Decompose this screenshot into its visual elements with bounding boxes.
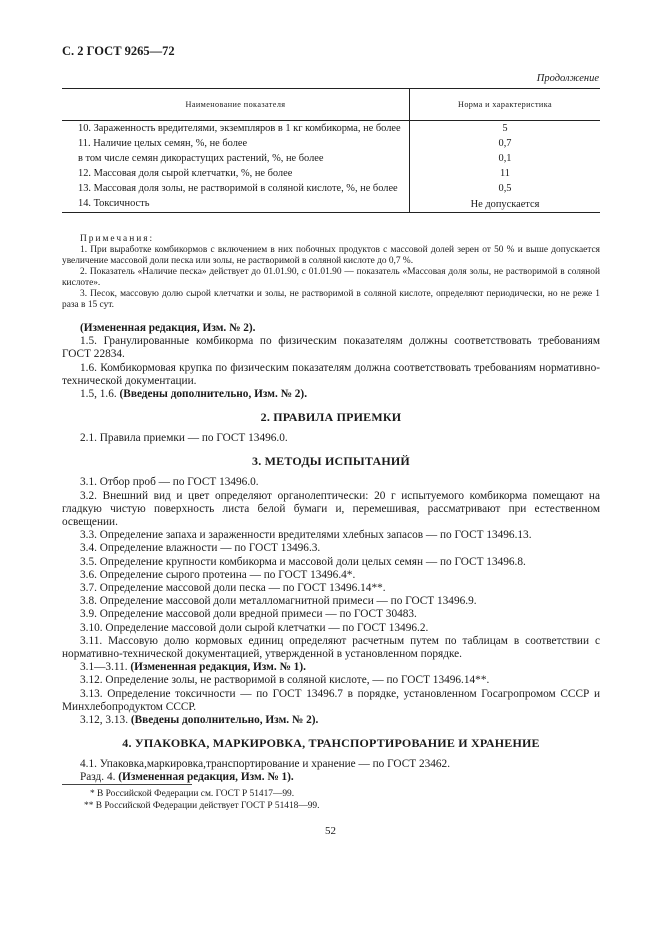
amendment-text: (Введены дополнительно, Изм. № 2). bbox=[119, 388, 308, 401]
paragraph-3-12: 3.12. Определение золы, не растворимой в соляной кислоте, — по ГОСТ 13496.14**. bbox=[80, 674, 490, 687]
row-value: 11 bbox=[499, 168, 510, 179]
section-4-title: 4. УПАКОВКА, МАРКИРОВКА, ТРАНСПОРТИРОВАНИЕ И ХРАНЕНИЕ bbox=[122, 736, 540, 751]
amendment-note bbox=[62, 661, 600, 674]
note-2: 2. Показатель «Наличие песка» действует до 01.01.90, с 01.01.90 — показатель «Массовая доля золы, не растворимой в соляной кислоте». bbox=[62, 267, 600, 288]
table-row bbox=[62, 136, 600, 151]
paragraph-3-2: 3.2. Внешний вид и цвет определяют органолептически: 20 г испытуемого комбикорма помещают на гладкую чистую поверхность листа белой бумаги и, перемешивая, рассматривают при естественном освещении. bbox=[62, 489, 600, 529]
requirements-table bbox=[62, 88, 600, 213]
table-row bbox=[62, 166, 600, 181]
row-value: 0,1 bbox=[498, 153, 512, 164]
paragraph-4-1: 4.1. Упаковка,маркировка,транспортирование и хранение — по ГОСТ 23462. bbox=[80, 758, 451, 771]
table-row bbox=[62, 196, 600, 213]
row-value: Не допускается bbox=[410, 196, 601, 213]
row-name: 10. Зараженность вредителями, экземпляров в 1 кг комбикорма, не более bbox=[62, 121, 410, 137]
row-value: 0,5 bbox=[498, 183, 512, 194]
footnote-divider bbox=[62, 784, 192, 785]
page-header: С. 2 ГОСТ 9265—72 bbox=[62, 44, 175, 58]
paragraph-3-11: 3.11. Массовую долю кормовых единиц определяют расчетным путем по таблицам в соответствии с нормативно-технической документацией, утвержденной в установленном порядке. bbox=[62, 634, 600, 661]
page-number: 52 bbox=[325, 825, 336, 837]
paragraph-3-9: 3.9. Определение массовой доли вредной примеси — по ГОСТ 30483. bbox=[80, 608, 417, 621]
amendment-text: (Введены дополнительно, Изм. № 2). bbox=[130, 714, 319, 727]
table-header-norm: Норма и характеристика bbox=[410, 89, 601, 121]
table-row bbox=[62, 121, 600, 137]
row-name: 11. Наличие целых семян, %, не более bbox=[62, 136, 410, 151]
row-name: 12. Массовая доля сырой клетчатки, %, не более bbox=[62, 166, 410, 181]
row-name: 13. Массовая доля золы, не растворимой в соляной кислоте, %, не более bbox=[62, 181, 410, 196]
paragraph-3-1: 3.1. Отбор проб — по ГОСТ 13496.0. bbox=[80, 476, 259, 489]
paragraph-3-6: 3.6. Определение сырого протеина — по ГОСТ 13496.4*. bbox=[80, 568, 356, 581]
row-name: 14. Токсичность bbox=[62, 196, 410, 213]
amendment-note bbox=[62, 771, 600, 784]
amendment-text: (Измененная редакция, Изм. № 1). bbox=[130, 661, 306, 674]
amendment-prefix: Разд. 4. bbox=[80, 771, 116, 784]
table-row bbox=[62, 151, 600, 166]
amendment-prefix: 3.1—3.11. bbox=[80, 661, 128, 674]
notes-block bbox=[62, 234, 600, 311]
note-1: 1. При выработке комбикормов с включением в них побочных продуктов с массовой долей зерен от 50 % и выше допускается увеличение массовой доли песка или золы, не растворимой в соляной кислоте до 0,7 %. bbox=[62, 245, 600, 266]
row-value: 0,7 bbox=[498, 138, 512, 149]
document-body bbox=[62, 234, 600, 785]
amendment-text: (Измененная редакция, Изм. № 1). bbox=[118, 771, 294, 784]
table-row bbox=[62, 181, 600, 196]
paragraph-3-8: 3.8. Определение массовой доли металломагнитной примеси — по ГОСТ 13496.9. bbox=[80, 595, 477, 608]
section-2-title: 2. ПРАВИЛА ПРИЕМКИ bbox=[260, 410, 402, 425]
amendment-note bbox=[62, 388, 600, 401]
paragraph-2-1: 2.1. Правила приемки — по ГОСТ 13496.0. bbox=[80, 432, 288, 445]
amendment-prefix: 1.5, 1.6. bbox=[80, 388, 117, 401]
amendment-note: (Измененная редакция, Изм. № 2). bbox=[80, 322, 256, 334]
note-3: 3. Песок, массовую долю сырой клетчатки и золы, не растворимой в соляной кислоте, определяют периодически, но не реже 1 раза в 15 сут. bbox=[62, 289, 600, 310]
paragraph-1-6: 1.6. Комбикормовая крупка по физическим показателям должна соответствовать требованиям нормативно-технической документации. bbox=[62, 361, 600, 387]
paragraph-3-7: 3.7. Определение массовой доли песка — по ГОСТ 13496.14**. bbox=[80, 582, 386, 595]
footnote-2: ** В Российской Федерации действует ГОСТ Р 51418—99. bbox=[84, 801, 320, 811]
row-name: в том числе семян дикорастущих растений, %, не более bbox=[62, 151, 410, 166]
section-3-title: 3. МЕТОДЫ ИСПЫТАНИЙ bbox=[252, 454, 410, 469]
paragraph-3-13: 3.13. Определение токсичности — по ГОСТ 13496.7 в порядке, установленном Госагропромом СССР и Минхлебопродуктом СССР. bbox=[62, 687, 600, 713]
paragraph-3-4: 3.4. Определение влажности — по ГОСТ 13496.3. bbox=[80, 542, 321, 555]
amendment-prefix: 3.12, 3.13. bbox=[80, 714, 129, 727]
continuation-label: Продолжение bbox=[536, 73, 599, 84]
paragraph-1-5: 1.5. Гранулированные комбикорма по физическим показателям должны соответствовать требованиям ГОСТ 22834. bbox=[62, 335, 600, 361]
footnote-1: * В Российской Федерации см. ГОСТ Р 51417—99. bbox=[90, 789, 295, 799]
table-header-indicator: Наименование показателя bbox=[62, 89, 410, 121]
notes-title: Примечания: bbox=[80, 234, 155, 244]
paragraph-3-3: 3.3. Определение запаха и зараженности вредителями хлебных запасов — по ГОСТ 13496.13. bbox=[80, 529, 532, 542]
row-value: 5 bbox=[502, 123, 508, 134]
paragraph-3-10: 3.10. Определение массовой доли сырой клетчатки — по ГОСТ 13496.2. bbox=[80, 621, 429, 634]
amendment-note bbox=[62, 714, 600, 727]
paragraph-3-5: 3.5. Определение крупности комбикорма и массовой доли целых семян — по ГОСТ 13496.8. bbox=[80, 555, 526, 568]
